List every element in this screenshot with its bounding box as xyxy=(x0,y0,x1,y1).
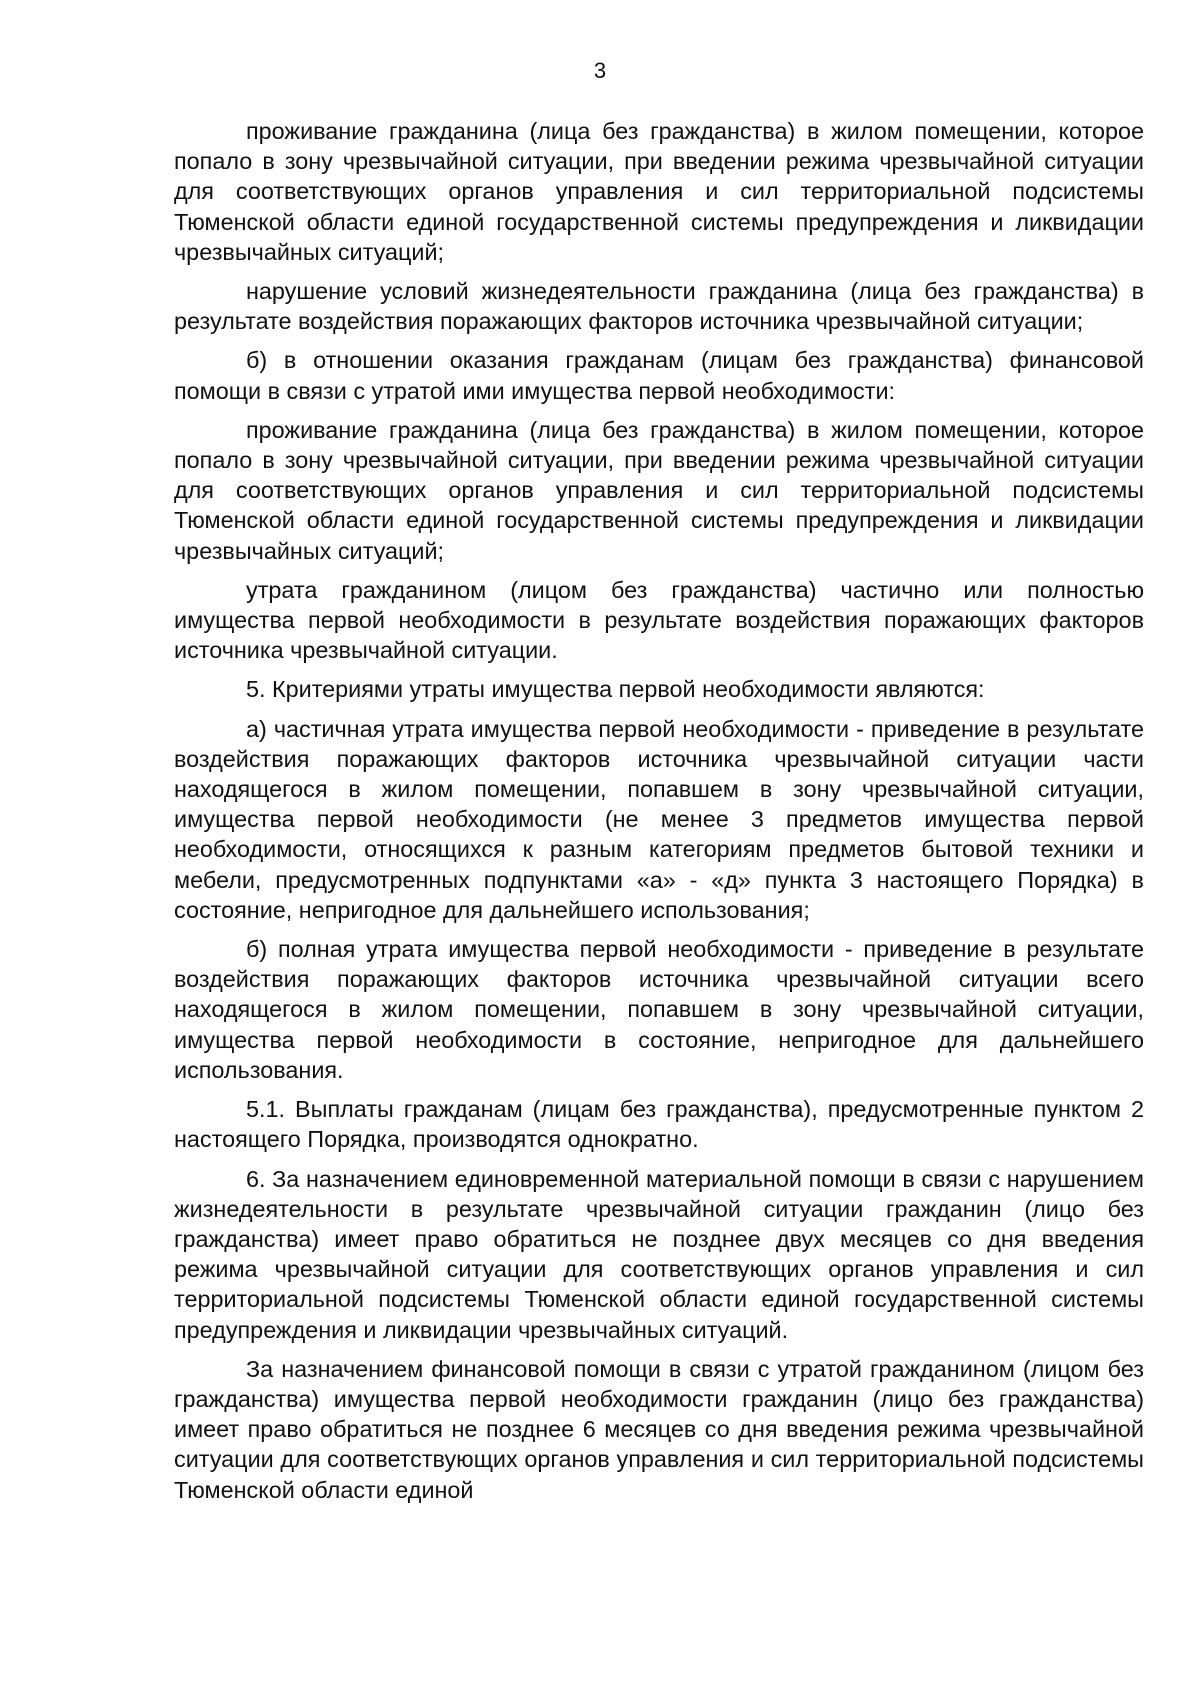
paragraph-residence-emergency-zone-1: проживание гражданина (лица без гражданства) в жилом помещении, которое попало в зону чрезвычайной ситуации, при введении режима чрезвычайной ситуации для соответствующих органов управления и сил территориальной подсистемы Тюменской области единой государственной системы предупреждения и ликвидации чрезвычайных ситуаций; xyxy=(174,118,1144,265)
paragraph-financial-aid-deadline: За назначением финансовой помощи в связи с утратой гражданином (лицом без гражданства) имущества первой необходимости гражданин (лицо без гражданства) имеет право обратиться не позднее 6 месяцев со дня введения режима чрезвычайной ситуации для соответствующих органов управления и сил территориальной подсистемы Тюменской области единой xyxy=(174,1355,1144,1503)
paragraph-5-loss-criteria: 5. Критериями утраты имущества первой необходимости являются: xyxy=(246,676,985,703)
paragraph-b-financial-aid-conditions: б) в отношении оказания гражданам (лицам без гражданства) финансовой помощи в связи с утратой ими имущества первой необходимости: xyxy=(174,347,1144,404)
paragraph-disruption-of-living-conditions: нарушение условий жизнедеятельности гражданина (лица без гражданства) в результате воздействия поражающих факторов источника чрезвычайной ситуации; xyxy=(174,278,1144,335)
paragraph-loss-of-property: утрата гражданином (лицом без гражданства) частично или полностью имущества первой необходимости в результате воздействия поражающих факторов источника чрезвычайной ситуации. xyxy=(174,576,1144,664)
paragraph-5-1-one-time-payments: 5.1. Выплаты гражданам (лицам без гражданства), предусмотренные пунктом 2 настоящего Порядка, производятся однократно. xyxy=(174,1096,1144,1153)
paragraph-6-material-aid-deadline: 6. За назначением единовременной материальной помощи в связи с нарушением жизнедеятельности в результате чрезвычайной ситуации гражданин (лицо без гражданства) имеет право обратиться не позднее двух месяцев со дня введения режима чрезвычайной ситуации для соответствующих органов управления и сил территориальной подсистемы Тюменской области единой государственной системы предупреждения и ликвидации чрезвычайных ситуаций. xyxy=(174,1165,1144,1343)
paragraph-b-full-loss: б) полная утрата имущества первой необходимости - приведение в результате воздействия поражающих факторов источника чрезвычайной ситуации всего находящегося в жилом помещении, попавшем в зону чрезвычайной ситуации, имущества первой необходимости в состояние, непригодное для дальнейшего использования. xyxy=(174,936,1144,1083)
page-number: 3 xyxy=(593,58,607,83)
paragraph-a-partial-loss: а) частичная утрата имущества первой необходимости - приведение в результате воздействия поражающих факторов источника чрезвычайной ситуации части находящегося в жилом помещении, попавшем в зону чрезвычайной ситуации, имущества первой необходимости (не менее 3 предметов имущества первой необходимости, относящихся к разным категориям предметов бытовой техники и мебели, предусмотренных подпунктами «а» - «д» пункта 3 настоящего Порядка) в состояние, непригодное для дальнейшего использования; xyxy=(174,715,1144,923)
paragraph-residence-emergency-zone-2: проживание гражданина (лица без гражданства) в жилом помещении, которое попало в зону чрезвычайной ситуации, при введении режима чрезвычайной ситуации для соответствующих органов управления и сил территориальной подсистемы Тюменской области единой государственной системы предупреждения и ликвидации чрезвычайных ситуаций; xyxy=(174,416,1144,564)
document-body xyxy=(174,116,1144,1514)
